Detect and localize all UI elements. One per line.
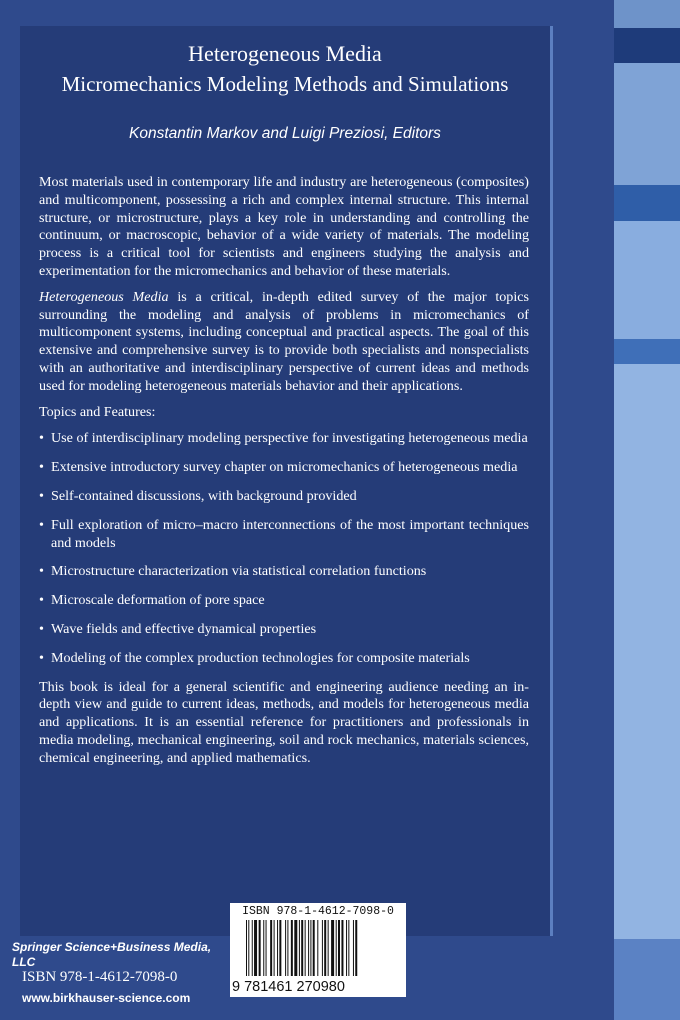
topics-heading: Topics and Features: [39,403,156,420]
stripe [614,221,680,339]
bullet-icon: • [39,649,44,666]
barcode-bar [263,920,264,976]
description-title-italic: Heterogeneous Media [39,288,169,305]
stripe [614,364,680,939]
barcode-isbn-label: ISBN 978-1-4612-7098-0 [242,905,394,918]
barcode-bar [331,920,334,976]
barcode-bar [308,920,309,976]
barcode-bar [287,920,288,976]
list-item [39,488,529,506]
list-item [39,563,529,581]
barcode-bar [301,920,303,976]
barcode-bar [336,920,337,976]
description-paragraph-1: Most materials used in contemporary life and industry are heterogeneous (composites) and multicomponent, possessing a rich and complex internal structure. This internal structure, or microstructure, plays a key role in understanding and controlling the continuum, or macroscopic, behavior of a wide variety of materials. The modeling process is a critical tool for scientists and engineers studying the analysis and experimentation for the micromechanics and behavior of these materials. [39,174,529,279]
barcode-bar [246,920,247,976]
stripe [614,63,680,185]
bullet-icon: • [39,620,44,637]
book-editors: Konstantin Markov and Luigi Preziosi, Editors [129,125,441,142]
feature-text: Extensive introductory survey chapter on micromechanics of heterogeneous media [51,459,518,476]
barcode-bar [291,920,293,976]
stripe [614,0,680,28]
back-cover-description [39,174,529,776]
barcode-bar [270,920,272,976]
stripe [614,939,680,1020]
book-subtitle: Micromechanics Modeling Methods and Simulations [61,72,509,96]
feature-text: Modeling of the complex production technologies for composite materials [51,649,470,666]
list-item [39,621,529,639]
list-item [39,430,529,448]
list-item [39,592,529,610]
feature-text: Wave fields and effective dynamical properties [51,620,317,637]
features-list [39,430,529,667]
stripe [614,28,680,63]
barcode-bar [248,920,249,976]
barcode-bar [346,920,347,976]
barcode-bar [338,920,340,976]
barcode-bar [299,920,300,976]
barcode-bar [341,920,343,976]
publisher-name: Springer Science+Business Media, LLC [12,940,212,969]
isbn-text: ISBN 978-1-4612-7098-0 [22,969,178,985]
barcode-bar [277,920,278,976]
bullet-icon: • [39,487,44,504]
barcode-bar [274,920,275,976]
barcode-bar [324,920,326,976]
barcode-bar [294,920,297,976]
barcode-bar [348,920,349,976]
barcode-bar [355,920,357,976]
barcode-bar [259,920,261,976]
barcode-bar [254,920,257,976]
barcode-bar [285,920,286,976]
barcode-bar [328,920,329,976]
decorative-stripes [614,0,680,1020]
list-item [39,517,529,553]
stripe [614,185,680,221]
description-paragraph-2 [39,289,529,396]
description-paragraph-3: This book is ideal for a general scientific and engineering audience needing an in-depth view and guide to current ideas, methods, and models for heterogeneous media and applications. It is an essential reference for practitioners and professionals in media modeling, mechanical engineering, soil and rock mechanics, materials sciences, chemical engineering, and applied mathematics. [39,678,529,766]
barcode-bar [322,920,323,976]
description-paragraph-2-text: is a critical, in-depth edited survey of the major topics surrounding the modeling and analysis of problems in micromechanics of multicomponent systems, including conceptual and practical aspects. The goal of this extensive and comprehensive survey is to provide both specialists and nonspecialists with an authoritative and interdisciplinary perspective of current ideas and methods used for modeling heterogeneous materials behavior and their applications. [39,288,530,394]
bullet-icon: • [39,516,44,533]
barcode-bar [313,920,315,976]
barcode-bar [310,920,311,976]
barcode-digits: 9 781461 270980 [232,979,345,995]
barcode [230,903,406,997]
feature-text: Self-contained discussions, with background provided [51,487,357,504]
feature-text: Microscale deformation of pore space [51,592,265,609]
bullet-icon: • [39,430,44,447]
list-item [39,459,529,477]
book-title: Heterogeneous Media [188,41,382,66]
barcode-bar [252,920,253,976]
barcode-bar [266,920,267,976]
barcode-bar [353,920,354,976]
stripe [614,339,680,364]
bullet-icon: • [39,459,44,476]
barcode-bar [279,920,281,976]
barcode-bars-icon [246,920,398,976]
feature-text: Use of interdisciplinary modeling perspective for investigating heterogeneous media [51,430,528,447]
bullet-icon: • [39,563,44,580]
list-item [39,650,529,668]
feature-text: Full exploration of micro–macro interconnections of the most important techniques and models [51,516,529,551]
barcode-bar [305,920,306,976]
barcode-bar [317,920,318,976]
publisher-url[interactable]: www.birkhauser-science.com [22,991,191,1005]
feature-text: Microstructure characterization via statistical correlation functions [51,563,427,580]
bullet-icon: • [39,592,44,609]
